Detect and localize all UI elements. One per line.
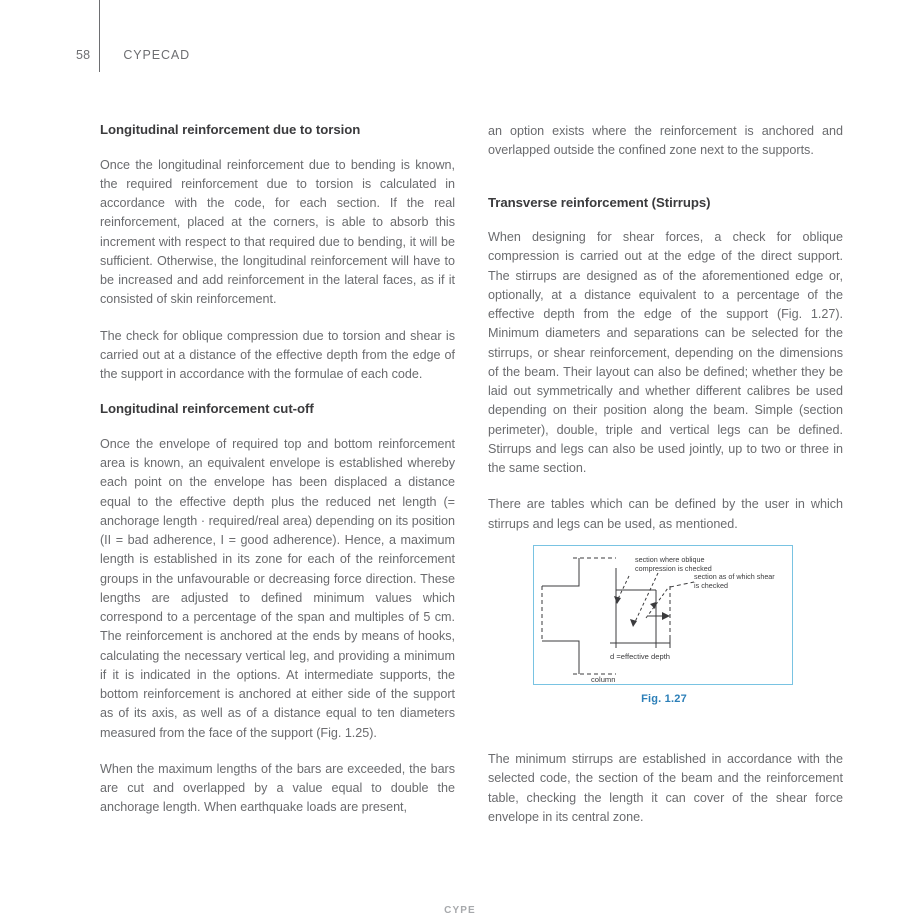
document-title: CYPECAD — [123, 48, 191, 62]
header-divider-rule — [99, 0, 100, 72]
paragraph-minimum-stirrups: The minimum stirrups are established in accordance with the selected code, the section of the beam and the reinforcement table, checking the length it can cover of the shear force envelope in its central zone. — [488, 752, 843, 824]
paragraph-oblique-check: The check for oblique compression due to torsion and shear is carried out at a distance of the effective depth from the edge of the support in accordance with the formulae of each code. — [100, 328, 455, 381]
paragraph-torsion-intro: Once the longitudinal reinforcement due to bending is known, the required reinforcement due to torsion is calculated in accordance with the code, for each section. If the real reinforcement, placed at the corners, is able to absorb this increment with respect to that required due to bending, it will be sufficient. Otherwise, the longitudinal reinforcement will have to be increased and add reinforcement in the lateral faces, as if it consisted of skin reinforcement. — [100, 157, 455, 307]
label-shear-line1: section as of which shear — [694, 572, 775, 581]
label-column: column — [591, 675, 616, 684]
paragraph-cutoff-envelope: Once the envelope of required top and bottom reinforcement area is known, an equivalent envelope is established whereby each point on the envelope has been displaced a distance equal to the effective depth plus the reduced net length (= anchorage length · required/real area) depending on its position (II = bad adherence, I = good adherence). Hence, a maximum length is established in its zone for each of the reinforcement groups in the unfavourable or decreasing force direction. These lengths are adjusted to defined minimum values which correspond to a percentage of the span and multiples of 5 cm. The reinforcement is anchored at the ends by means of hooks, calculating the necessary vertical leg, and providing a minimum if it is indicated in the options. At intermediate supports, the bottom reinforcement is anchored at either side of the support as of its axis, as well as of a distance equal to ten diameters measured from the face of the support (Fig. 1.25). — [100, 436, 455, 740]
page-footer: CYPE — [444, 905, 476, 916]
figure-diagram — [534, 546, 792, 684]
label-effective-depth: d =effective depth — [610, 652, 671, 661]
paragraph-user-tables: There are tables which can be defined by the user in which stirrups and legs can be used, as mentioned. — [488, 497, 843, 531]
figure-caption: Fig. 1.27 — [641, 693, 687, 705]
heading-longitudinal-torsion: Longitudinal reinforcement due to torsion — [100, 122, 361, 137]
paragraph-max-lengths: When the maximum lengths of the bars are exceeded, the bars are cut and overlapped by a value equal to double the anchorage length. When earthquake loads are present, — [100, 761, 455, 815]
paragraph-anchor-option: an option exists where the reinforcement is anchored and overlapped outside the confined zone next to the supports. — [488, 124, 843, 158]
figure-frame — [533, 545, 793, 685]
page-number: 58 — [76, 48, 91, 62]
paragraph-shear-design: When designing for shear forces, a check for oblique compression is carried out at the edge of the direct support. The stirrups are designed as of the aforementioned edge or, optionally, at a distance equivalent to a percentage of the effective depth from the edge of the support (Fig. 1.27). Minimum diameters and separations can be selected for the stirrups, or shear reinforcement, depending on the dimensions of the beam. Their layout can also be defined; whether they be laid out symmetrically and whether different calibres be used depending on their position along the beam. Simple (section perimeter), double, triple and vertical legs can be defined. Stirrups and legs can also be used jointly, up to two or three in the same section. — [488, 230, 843, 475]
page-header — [76, 44, 190, 66]
label-oblique-line2: compression is checked — [635, 564, 712, 573]
heading-transverse-stirrups: Transverse reinforcement (Stirrups) — [488, 194, 711, 210]
label-shear-line2: is checked — [694, 581, 728, 590]
right-text-column — [488, 122, 843, 534]
figure-1-27 — [533, 545, 795, 705]
heading-longitudinal-cutoff: Longitudinal reinforcement cut-off — [100, 401, 314, 417]
label-oblique-line1: section where oblique — [635, 555, 705, 564]
left-text-column — [100, 122, 455, 818]
right-column-continuation — [488, 750, 843, 827]
